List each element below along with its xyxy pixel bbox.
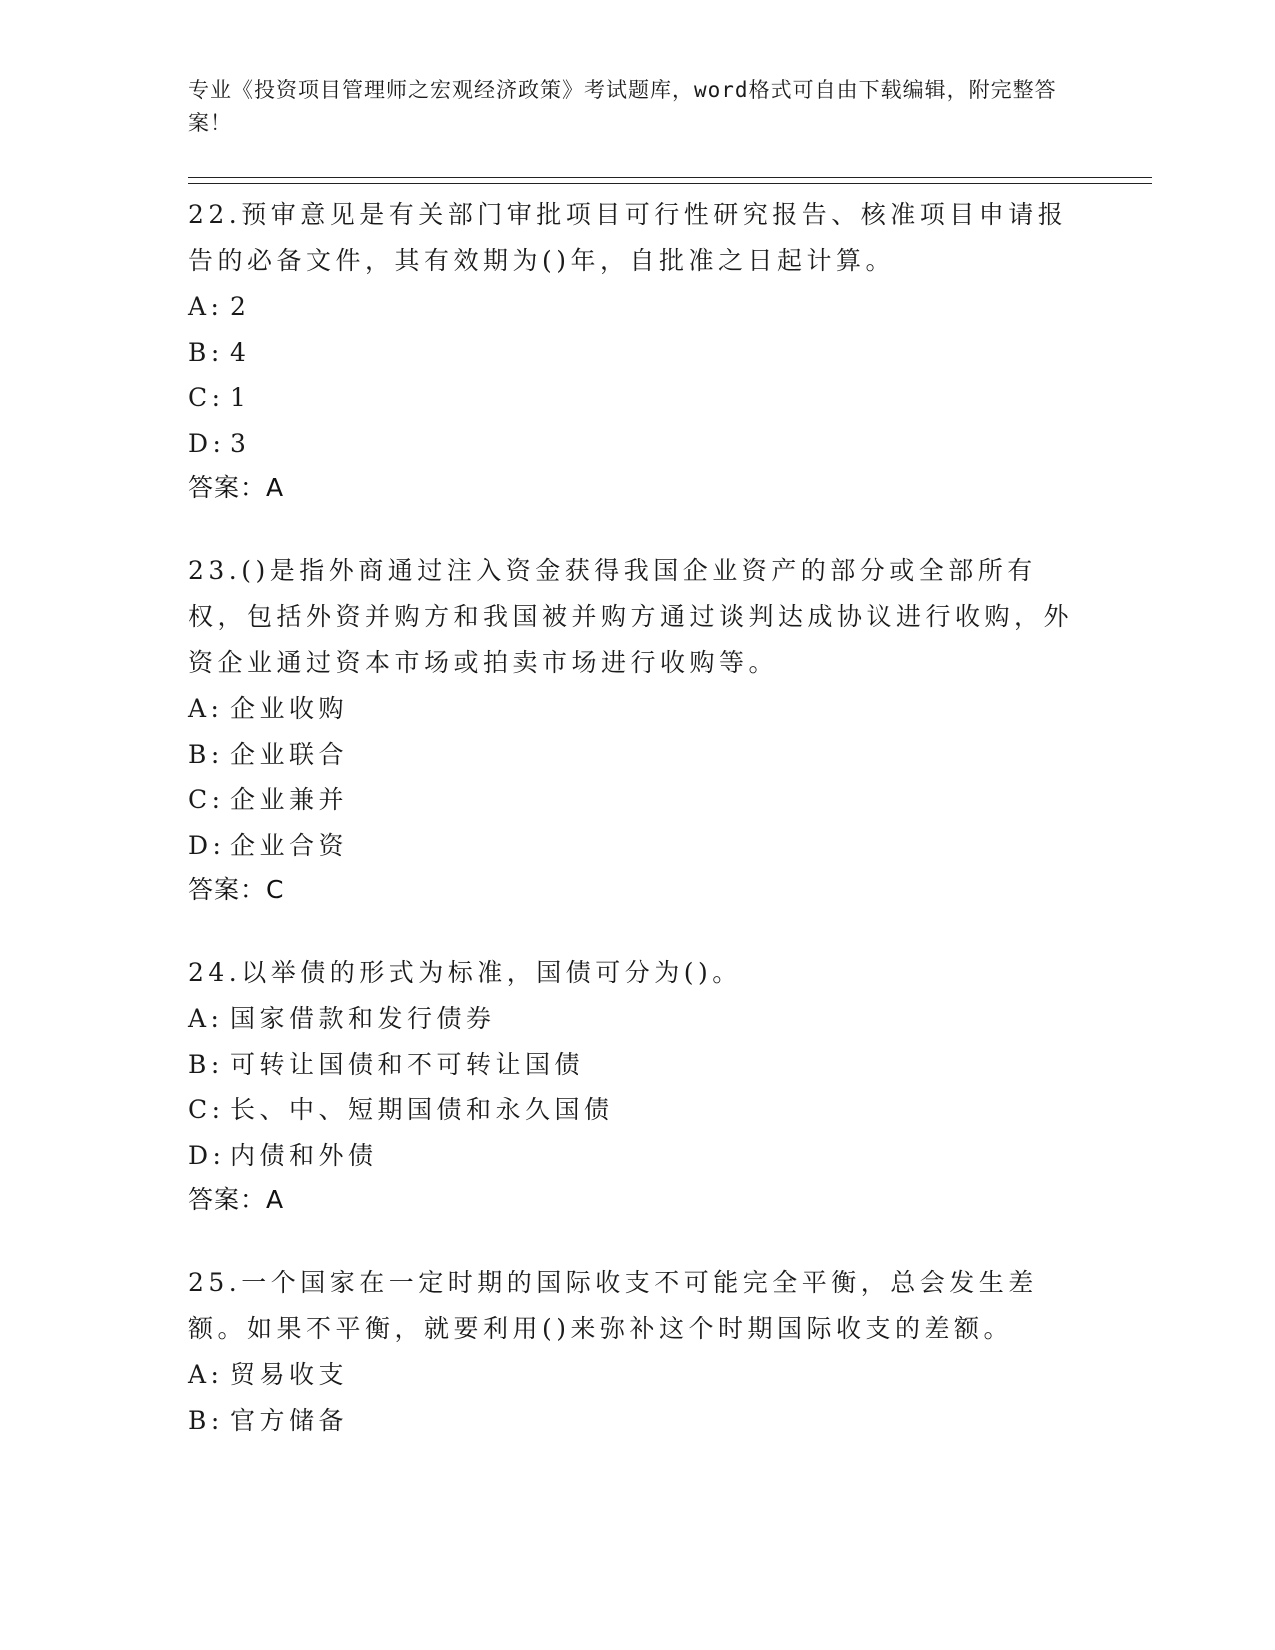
option-b [188, 330, 1088, 376]
option-letter: D: [188, 830, 226, 860]
option-text: 3 [230, 428, 251, 458]
option-c [188, 1087, 1088, 1133]
option-letter: C: [188, 785, 225, 814]
option-text: 4 [230, 337, 251, 367]
option-text: 企业合资 [230, 830, 349, 860]
option-text: 企业联合 [230, 739, 349, 769]
option-letter: B: [188, 337, 224, 367]
option-text: 内债和外债 [230, 1140, 378, 1170]
question-23 [188, 548, 1088, 912]
option-letter: A: [188, 1360, 224, 1389]
option-letter: B: [188, 739, 224, 769]
option-d [188, 1133, 1088, 1179]
option-text: 国家借款和发行债券 [230, 1004, 496, 1033]
option-text: 可转让国债和不可转让国债 [230, 1049, 585, 1079]
option-letter: C: [188, 1095, 225, 1124]
question-24 [188, 950, 1088, 1222]
option-b [188, 1398, 1088, 1444]
option-letter: D: [188, 1140, 226, 1170]
header-divider-top [188, 177, 1152, 178]
option-text: 企业收购 [230, 694, 349, 723]
option-letter: A: [188, 1004, 224, 1033]
option-b [188, 1042, 1088, 1088]
option-letter: D: [188, 428, 226, 458]
question-text: 25.一个国家在一定时期的国际收支不可能完全平衡，总会发生差额。如果不平衡，就要利用()来弥补这个时期国际收支的差额。 [188, 1268, 1038, 1343]
question-25 [188, 1260, 1088, 1443]
option-text: 1 [230, 383, 251, 412]
answer-line: 答案：A [188, 1185, 285, 1214]
option-letter: C: [188, 383, 225, 412]
option-d [188, 421, 1088, 467]
option-letter: A: [188, 694, 224, 723]
header-divider-bottom [188, 183, 1152, 184]
option-a [188, 1352, 1088, 1398]
answer-line: 答案：A [188, 473, 285, 502]
option-text: 企业兼并 [230, 785, 349, 814]
answer-line: 答案：C [188, 875, 285, 904]
question-text: 23.()是指外商通过注入资金获得我国企业资产的部分或全部所有权，包括外资并购方和我国被并购方通过谈判达成协议进行收购，外资企业通过资本市场或拍卖市场进行收购等。 [188, 556, 1074, 677]
option-letter: A: [188, 292, 224, 321]
question-text: 24.以举债的形式为标准，国债可分为()。 [188, 958, 742, 987]
option-d [188, 823, 1088, 869]
question-text: 22.预审意见是有关部门审批项目可行性研究报告、核准项目申请报告的必备文件，其有效期为()年，自批准之日起计算。 [188, 200, 1068, 275]
option-text: 官方储备 [230, 1405, 349, 1435]
option-letter: B: [188, 1405, 224, 1435]
option-text: 贸易收支 [230, 1360, 349, 1389]
option-c [188, 777, 1088, 823]
option-b [188, 732, 1088, 778]
option-letter: B: [188, 1049, 224, 1079]
option-text: 长、中、短期国债和永久国债 [230, 1095, 614, 1124]
option-a [188, 686, 1088, 732]
option-a [188, 284, 1088, 330]
question-22 [188, 192, 1088, 510]
question-list [188, 192, 1088, 1481]
document-header: 专业《投资项目管理师之宏观经济政策》考试题库，word格式可自由下载编辑，附完整答案！ [188, 78, 1057, 135]
option-c [188, 375, 1088, 421]
option-a [188, 996, 1088, 1042]
option-text: 2 [230, 292, 251, 321]
